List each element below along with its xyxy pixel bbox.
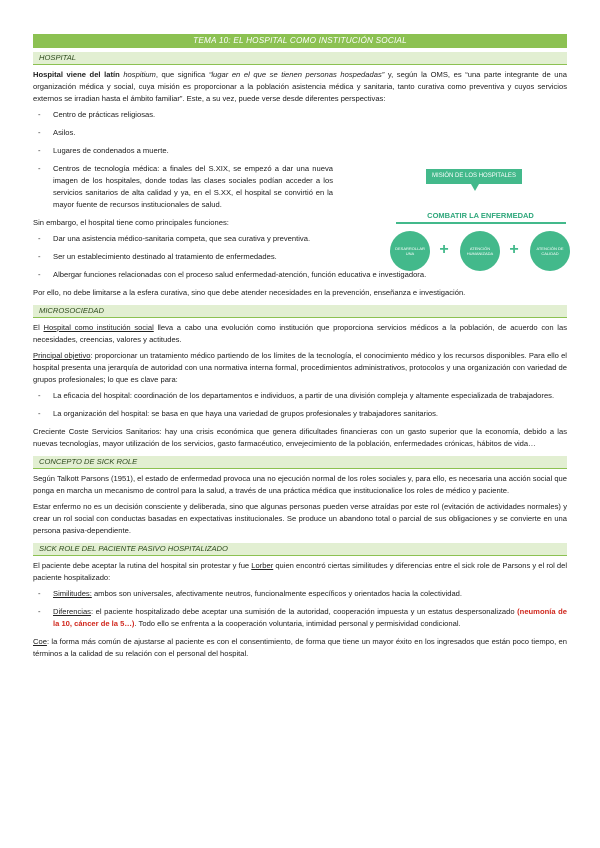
diagram-circle: DESARROLLAR UNA (390, 231, 430, 271)
list-item: - Lugares de condenados a muerte. (33, 145, 333, 157)
micro-list (33, 390, 567, 420)
hospital-section (33, 69, 567, 299)
diferencias-text: : el paciente hospitalizado debe aceptar una sumisión de la autoridad, cooperación impuesta y un estatus despersonalizado (90, 607, 518, 616)
diagram-divider (396, 222, 566, 224)
functions-intro: Sin embargo, el hospital tiene como principales funciones: (33, 218, 229, 227)
list-item: - Asilos. (33, 127, 333, 139)
document-page (33, 34, 567, 660)
sick-paragraph-2: Estar enfermo no es un decisión consciente y deliberada, sino que algunas personas pueden verse atraídas por este rol (evitación de actividades normales) y crear un rol social con conductas basadas en expectativas institucionales. Se produce un abandono total o parcial de sus obligaciones y se convierte en una persona pasiva-dependiente. (33, 502, 567, 535)
diferencias-label: Diferencias (53, 607, 91, 616)
micro-paragraph-1 (33, 322, 567, 346)
micro-paragraph-2 (33, 350, 567, 386)
perspectives-list (33, 109, 333, 211)
plus-icon: + (509, 241, 519, 258)
diagram-heading: COMBATIR LA ENFERMEDAD (427, 211, 534, 220)
list-item: - La organización del hospital: se basa en que haya una variedad de grupos profesionales y trabajadores sanitarios. (33, 408, 567, 420)
list-item: - Centro de prácticas religiosas. (33, 109, 333, 121)
pasivo-text: quien encontró ciertas similitudes y diferencias entre el sick role de Parsons y el rol del paciente hospitalizado: (33, 561, 568, 582)
coe-text: : la forma más común de ajustarse al paciente es con el consentimiento, de forma que tiene un mayor éxito en los ingresados que están poco tiempo, en términos a la calidad de su relación con el personal del hospital. (33, 637, 567, 658)
coe-paragraph (33, 636, 567, 660)
list-item: - Centros de tecnología médica: a finales del S.XIX, se empezó a dar una nueva imagen de los hospitales, donde todas las clases sociales podían acceder a los servicios sanitarios de alta calidad y ya, en el S.XX, el hospital se convirtió en la mayor fuente de recursos institucionales de salud. (33, 163, 333, 211)
similitudes-label: Similitudes: (53, 589, 92, 598)
plus-icon: + (439, 241, 449, 258)
diagram-circle: ATENCIÓN DE CALIDAD (530, 231, 570, 271)
list-item (33, 606, 567, 630)
intro-latin: hospitium (123, 70, 156, 79)
list-item: - Ser un establecimiento destinado al tratamiento de enfermedades. (33, 251, 567, 263)
intro-text-c: , que significa (155, 70, 209, 79)
hospital-intro (33, 69, 567, 105)
diagram-title: MISIÓN DE LOS HOSPITALES (426, 169, 522, 184)
micro-paragraph-3: Creciente Coste Servicios Sanitarios: hay una crisis económica que genera dificultades financieras con un gasto superior que la economía, debido a las nuevas tecnologías, mayor utilización de los servicios, gasto farmacéutico, envejecimiento de la población, enfermedades crónicas, hábitos de vida… (33, 427, 567, 448)
section-header-hospital: HOSPITAL (33, 52, 567, 65)
micro-text: : proporcionar un tratamiento médico partiendo de los límites de la tecnología, el conocimiento médico y los recursos disponibles. Para ello el hospital presenta una jerarquía de autoridad con una normativa interna formal, procedimientos administrativos, protocolos y una organización con variedad de grupos profesionales; lo que es clave para: (33, 351, 567, 384)
similitudes-text: ambos son universales, afectivamente neutros, funcionalmente específicos y orientados hacia la colectividad. (91, 589, 463, 598)
hospital-conclusion: Por ello, no debe limitarse a la esfera curativa, sino que debe atender necesidades en la prevención, enseñanza e investigación. (33, 288, 466, 297)
pasivo-text: El paciente debe aceptar la rutina del hospital sin protestar y fue (33, 561, 252, 570)
section-header-sick-role: CONCEPTO DE SICK ROLE (33, 456, 567, 469)
diagram-circle: ATENCIÓN HUMANIZADA (460, 231, 500, 271)
lorber-name: Lorber (251, 561, 274, 570)
objective-label: Principal objetivo (33, 351, 91, 360)
diferencias-example: (neumonía de la 10, cáncer de la 5…) (53, 607, 567, 628)
intro-text-e: y, según la OMS, es “una parte integrante de una organización médica y social, cuya misión es proporcionar a la población asistencia médica y sanitaria, tanto curativa como preventiva y cuyos servicios externos se irradian hasta el ámbito familiar”. Este, a su vez, puede verse desde diferentes perspectivas: (33, 70, 567, 103)
list-item (33, 588, 567, 600)
section-header-microsociedad: MICROSOCIEDAD (33, 305, 567, 318)
intro-text-a: Hospital viene del latín (33, 70, 124, 79)
micro-term: Hospital como institución social (43, 323, 154, 332)
list-item: - La eficacia del hospital: coordinación de los departamentos e individuos, a partir de una división compleja y altamente especializada de trabajadores. (33, 390, 567, 402)
micro-text: lleva a cabo una evolución como institución que proporciona servicios médicos a la población, de acuerdo con las necesidades, creencias, valores y actitudes. (33, 323, 567, 344)
pasivo-paragraph-1 (33, 560, 567, 584)
sick-paragraph-1: Según Talkott Parsons (1951), el estado de enfermedad provoca una no ejecución normal de los roles sociales y, para ello, es necesaria una acción social que ponga en marcha un mecanismo de control para la salud, a través de una práctica médica que institucionalice los roles de médico y paciente. (33, 474, 567, 495)
intro-quote: “lugar en el que se tienen personas hospedadas” (208, 70, 385, 79)
micro-text: El (33, 323, 44, 332)
list-item: - Albergar funciones relacionadas con el proceso salud enfermedad-atención, función educativa e investigadora. (33, 269, 567, 281)
functions-list (33, 233, 567, 281)
pasivo-list (33, 588, 567, 630)
section-header-pasivo: SICK ROLE DEL PACIENTE PASIVO HOSPITALIZADO (33, 543, 567, 556)
coe-label: Coe (33, 637, 47, 646)
list-item: - Dar una asistencia médico-sanitaria competa, que sea curativa y preventiva. (33, 233, 567, 245)
page-title: TEMA 10: EL HOSPITAL COMO INSTITUCIÓN SOCIAL (33, 34, 567, 48)
diferencias-text: . Todo ello se enfrenta a la cooperación voluntaria, intimidad personal y permisividad condicional. (134, 619, 461, 628)
